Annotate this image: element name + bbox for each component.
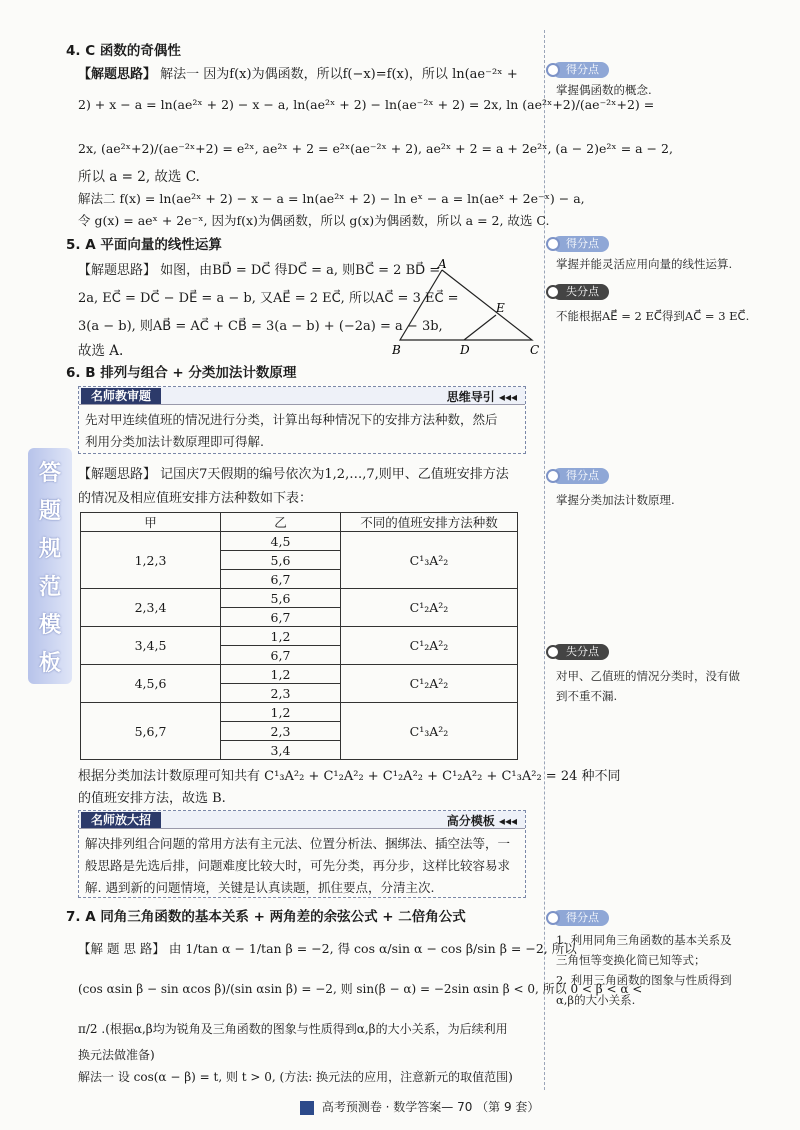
- footer-text: 高考预测卷 · 数学答案— 70 （第 9 套）: [321, 1100, 540, 1114]
- table-cell: 3,4: [221, 741, 341, 760]
- table-row: [81, 703, 518, 722]
- tip-line: 先对甲连续值班的情况进行分类，计算出每种情况下的安排方法种数，然后: [85, 412, 498, 427]
- badge-dot-icon: [546, 469, 560, 483]
- tip-line: 解. 遇到新的问题情境，关键是认真读题，抓住要点，分清主次.: [85, 880, 435, 895]
- tip-box-header: [79, 387, 525, 405]
- table-cell: 1,2: [221, 627, 341, 646]
- label-d: D: [460, 343, 470, 357]
- q6-line: 根据分类加法计数原理可知共有 C¹₃A²₂ + C¹₂A²₂ + C¹₂A²₂ + C¹₂A²₂ + C¹₃A²₂ = 24 种不同: [78, 769, 621, 784]
- banner-char: 题: [38, 499, 61, 524]
- badge-label: 得分点: [566, 911, 599, 924]
- tip-line: 利用分类加法计数原理即可得解.: [85, 434, 264, 449]
- table-row: [81, 665, 518, 684]
- table-cell: 3,4,5: [81, 627, 221, 665]
- loss-point-badge: [552, 284, 609, 300]
- badge-label: 得分点: [566, 237, 599, 250]
- score-point-badge: [552, 910, 609, 926]
- note-line: 到不重不漏.: [556, 689, 618, 703]
- note-line: 1. 利用同角三角函数的基本关系及: [556, 933, 732, 947]
- side-note: [556, 490, 766, 510]
- score-point-badge: [552, 62, 609, 78]
- table-cell: 6,7: [221, 608, 341, 627]
- table-cell: 2,3,4: [81, 589, 221, 627]
- q7-line: (cos αsin β − sin αcos β)/(sin αsin β) = −2, 则 sin(β − α) = −2sin αsin β < 0, 所以 0 < β < α <: [78, 982, 643, 996]
- q4-line: 令 g(x) = aeˣ + 2e⁻ˣ, 因为f(x)为偶函数，所以 g(x)为偶函数，所以 a = 2, 故选 C.: [78, 213, 550, 228]
- side-note: [556, 666, 766, 706]
- q4-line: 所以 a = 2, 故选 C.: [78, 169, 200, 185]
- score-point-badge: [552, 236, 609, 252]
- tip-box-text: [79, 405, 525, 457]
- q5-line: 3(a − b), 则AB⃗ = AC⃗ + CB⃗ = 3(a − b) + (−2a) = a − 3b,: [78, 319, 443, 334]
- tip-box: [78, 386, 526, 454]
- triangle-figure: [392, 258, 542, 358]
- badge-dot-icon: [546, 237, 560, 251]
- table-cell: 4,5,6: [81, 665, 221, 703]
- table-cell: C¹₃A²₂: [341, 532, 518, 589]
- table-row: [81, 627, 518, 646]
- q5-line: 故选 A.: [78, 343, 124, 359]
- badge-dot-icon: [546, 911, 560, 925]
- note-line: 对甲、乙值班的情况分类时，没有做: [556, 669, 740, 683]
- side-note: [556, 254, 766, 274]
- score-point-badge: [552, 468, 609, 484]
- tip-box-header: [79, 811, 525, 829]
- side-banner: [28, 448, 72, 684]
- q6-line: 的情况及相应值班安排方法种数如下表：: [78, 491, 313, 506]
- table-cell: 5,6: [221, 551, 341, 570]
- label-b: B: [392, 343, 401, 357]
- side-note: [556, 306, 766, 326]
- schedule-table: [80, 512, 518, 760]
- table-cell: 5,6: [221, 589, 341, 608]
- tip-box-text: [79, 829, 525, 903]
- table-cell: 2,3: [221, 722, 341, 741]
- table-row: [81, 589, 518, 608]
- q5-line: 【解题思路】 如图，由BD⃗ = DC⃗ 得DC⃗ = a, 则BC⃗ = 2 BD⃗ =: [78, 263, 441, 278]
- table-header-row: [81, 513, 518, 532]
- q4-line: 2) + x − a = ln(ae²ˣ + 2) − x − a, ln(ae²ˣ + 2) − ln(ae⁻²ˣ + 2) = 2x, ln (ae²ˣ+2)/(ae⁻²ˣ+2) =: [78, 97, 655, 112]
- q7-line: 换元法做准备): [78, 1048, 155, 1062]
- note-line: α,β的大小关系.: [556, 993, 636, 1007]
- q4-text: 解法一 因为f(x)为偶函数，所以f(−x)=f(x)，所以 ln(ae⁻²ˣ +: [160, 67, 518, 82]
- table-cell: 2,3: [221, 684, 341, 703]
- tip-box-right: 思维导引 ◂◂◂: [446, 390, 517, 404]
- tip-box: [78, 810, 526, 898]
- table-cell: 1,2,3: [81, 532, 221, 589]
- table-header: 乙: [221, 513, 341, 532]
- banner-char: 范: [38, 575, 61, 600]
- tip-box-tag: 名师教审题: [81, 388, 161, 404]
- q7-line: 解法一 设 cos(α − β) = t, 则 t > 0, (方法: 换元法的应用，注意新元的取值范围): [78, 1070, 513, 1084]
- banner-char: 板: [38, 651, 61, 676]
- table-cell: 6,7: [221, 646, 341, 665]
- badge-dot-icon: [546, 63, 560, 77]
- note-line: 掌握并能灵活应用向量的线性运算.: [556, 257, 733, 271]
- tip-line: 般思路是先选后排，问题难度比较大时，可先分类，再分步，这样比较容易求: [85, 858, 511, 873]
- q7-line: 【解 题 思 路】 由 1/tan α − 1/tan β = −2, 得 cos α/sin α − cos β/sin β = −2, 所以: [78, 941, 577, 956]
- note-line: 不能根据AE⃗ = 2 EC⃗得到AC⃗ = 3 EC⃗.: [556, 309, 750, 323]
- badge-label: 失分点: [566, 285, 599, 298]
- table-cell: 5,6,7: [81, 703, 221, 760]
- banner-char: 模: [38, 613, 61, 638]
- table-row: [81, 532, 518, 551]
- table-header: 甲: [81, 513, 221, 532]
- margin-divider: [544, 30, 545, 1090]
- note-line: 掌握分类加法计数原理.: [556, 493, 675, 507]
- badge-dot-icon: [546, 285, 560, 299]
- table-header: 不同的值班安排方法种数: [341, 513, 518, 532]
- side-note: [556, 930, 766, 1010]
- badge-label: 失分点: [566, 645, 599, 658]
- label-a: A: [438, 258, 447, 271]
- q5-heading: 5. A 平面向量的线性运算: [66, 237, 222, 253]
- tip-box-right: 高分模板 ◂◂◂: [446, 814, 517, 828]
- table-cell: C¹₂A²₂: [341, 589, 518, 627]
- page-footer: [300, 1098, 539, 1115]
- publisher-logo-icon: [300, 1101, 314, 1115]
- q6-heading: 6. B 排列与组合 + 分类加法计数原理: [66, 365, 297, 381]
- table-cell: C¹₂A²₂: [341, 665, 518, 703]
- label-e: E: [496, 301, 505, 315]
- q4-heading: 4. C 函数的奇偶性: [66, 43, 181, 59]
- q4-line: 解法二 f(x) = ln(ae²ˣ + 2) − x − a = ln(ae²ˣ + 2) − ln eˣ − a = ln(aeˣ + 2e⁻ˣ) − a,: [78, 191, 585, 206]
- q7-line: π/2 .(根据α,β均为锐角及三角函数的图象与性质得到α,β的大小关系，为后续利用: [78, 1022, 508, 1036]
- banner-char: 规: [38, 537, 61, 562]
- table-cell: 1,2: [221, 703, 341, 722]
- badge-label: 得分点: [566, 63, 599, 76]
- q7-heading: 7. A 同角三角函数的基本关系 + 两角差的余弦公式 + 二倍角公式: [66, 909, 466, 925]
- q4-line: 2x, (ae²ˣ+2)/(ae⁻²ˣ+2) = e²ˣ, ae²ˣ + 2 = e²ˣ(ae⁻²ˣ + 2), ae²ˣ + 2 = a + 2e²ˣ, (a − 2)e²ˣ = a − 2,: [78, 141, 673, 156]
- tip-line: 解决排列组合问题的常用方法有主元法、位置分析法、捆绑法、插空法等，一: [85, 836, 511, 851]
- badge-dot-icon: [546, 645, 560, 659]
- q4-label: 【解题思路】: [78, 67, 157, 82]
- table-cell: C¹₃A²₂: [341, 703, 518, 760]
- note-line: 三角恒等变换化简已知等式；: [556, 953, 706, 967]
- label-c: C: [530, 343, 540, 357]
- badge-label: 得分点: [566, 469, 599, 482]
- side-note: [556, 80, 766, 100]
- q6-line: 的值班安排方法，故选 B.: [78, 791, 226, 806]
- note-line: 2. 利用三角函数的图象与性质得到: [556, 973, 732, 987]
- tip-box-tag: 名师放大招: [81, 812, 161, 828]
- table-cell: 1,2: [221, 665, 341, 684]
- banner-char: 答: [38, 461, 61, 486]
- table-cell: 4,5: [221, 532, 341, 551]
- table-cell: C¹₂A²₂: [341, 627, 518, 665]
- table-cell: 6,7: [221, 570, 341, 589]
- q4-line: [78, 66, 518, 84]
- loss-point-badge: [552, 644, 609, 660]
- q5-line: 2a, EC⃗ = DC⃗ − DE⃗ = a − b, 又AE⃗ = 2 EC⃗, 所以AC⃗ = 3 EC⃗ =: [78, 291, 459, 306]
- q6-line: 【解题思路】 记国庆7天假期的编号依次为1,2,…,7,则甲、乙值班安排方法: [78, 467, 509, 482]
- note-line: 掌握偶函数的概念.: [556, 83, 652, 97]
